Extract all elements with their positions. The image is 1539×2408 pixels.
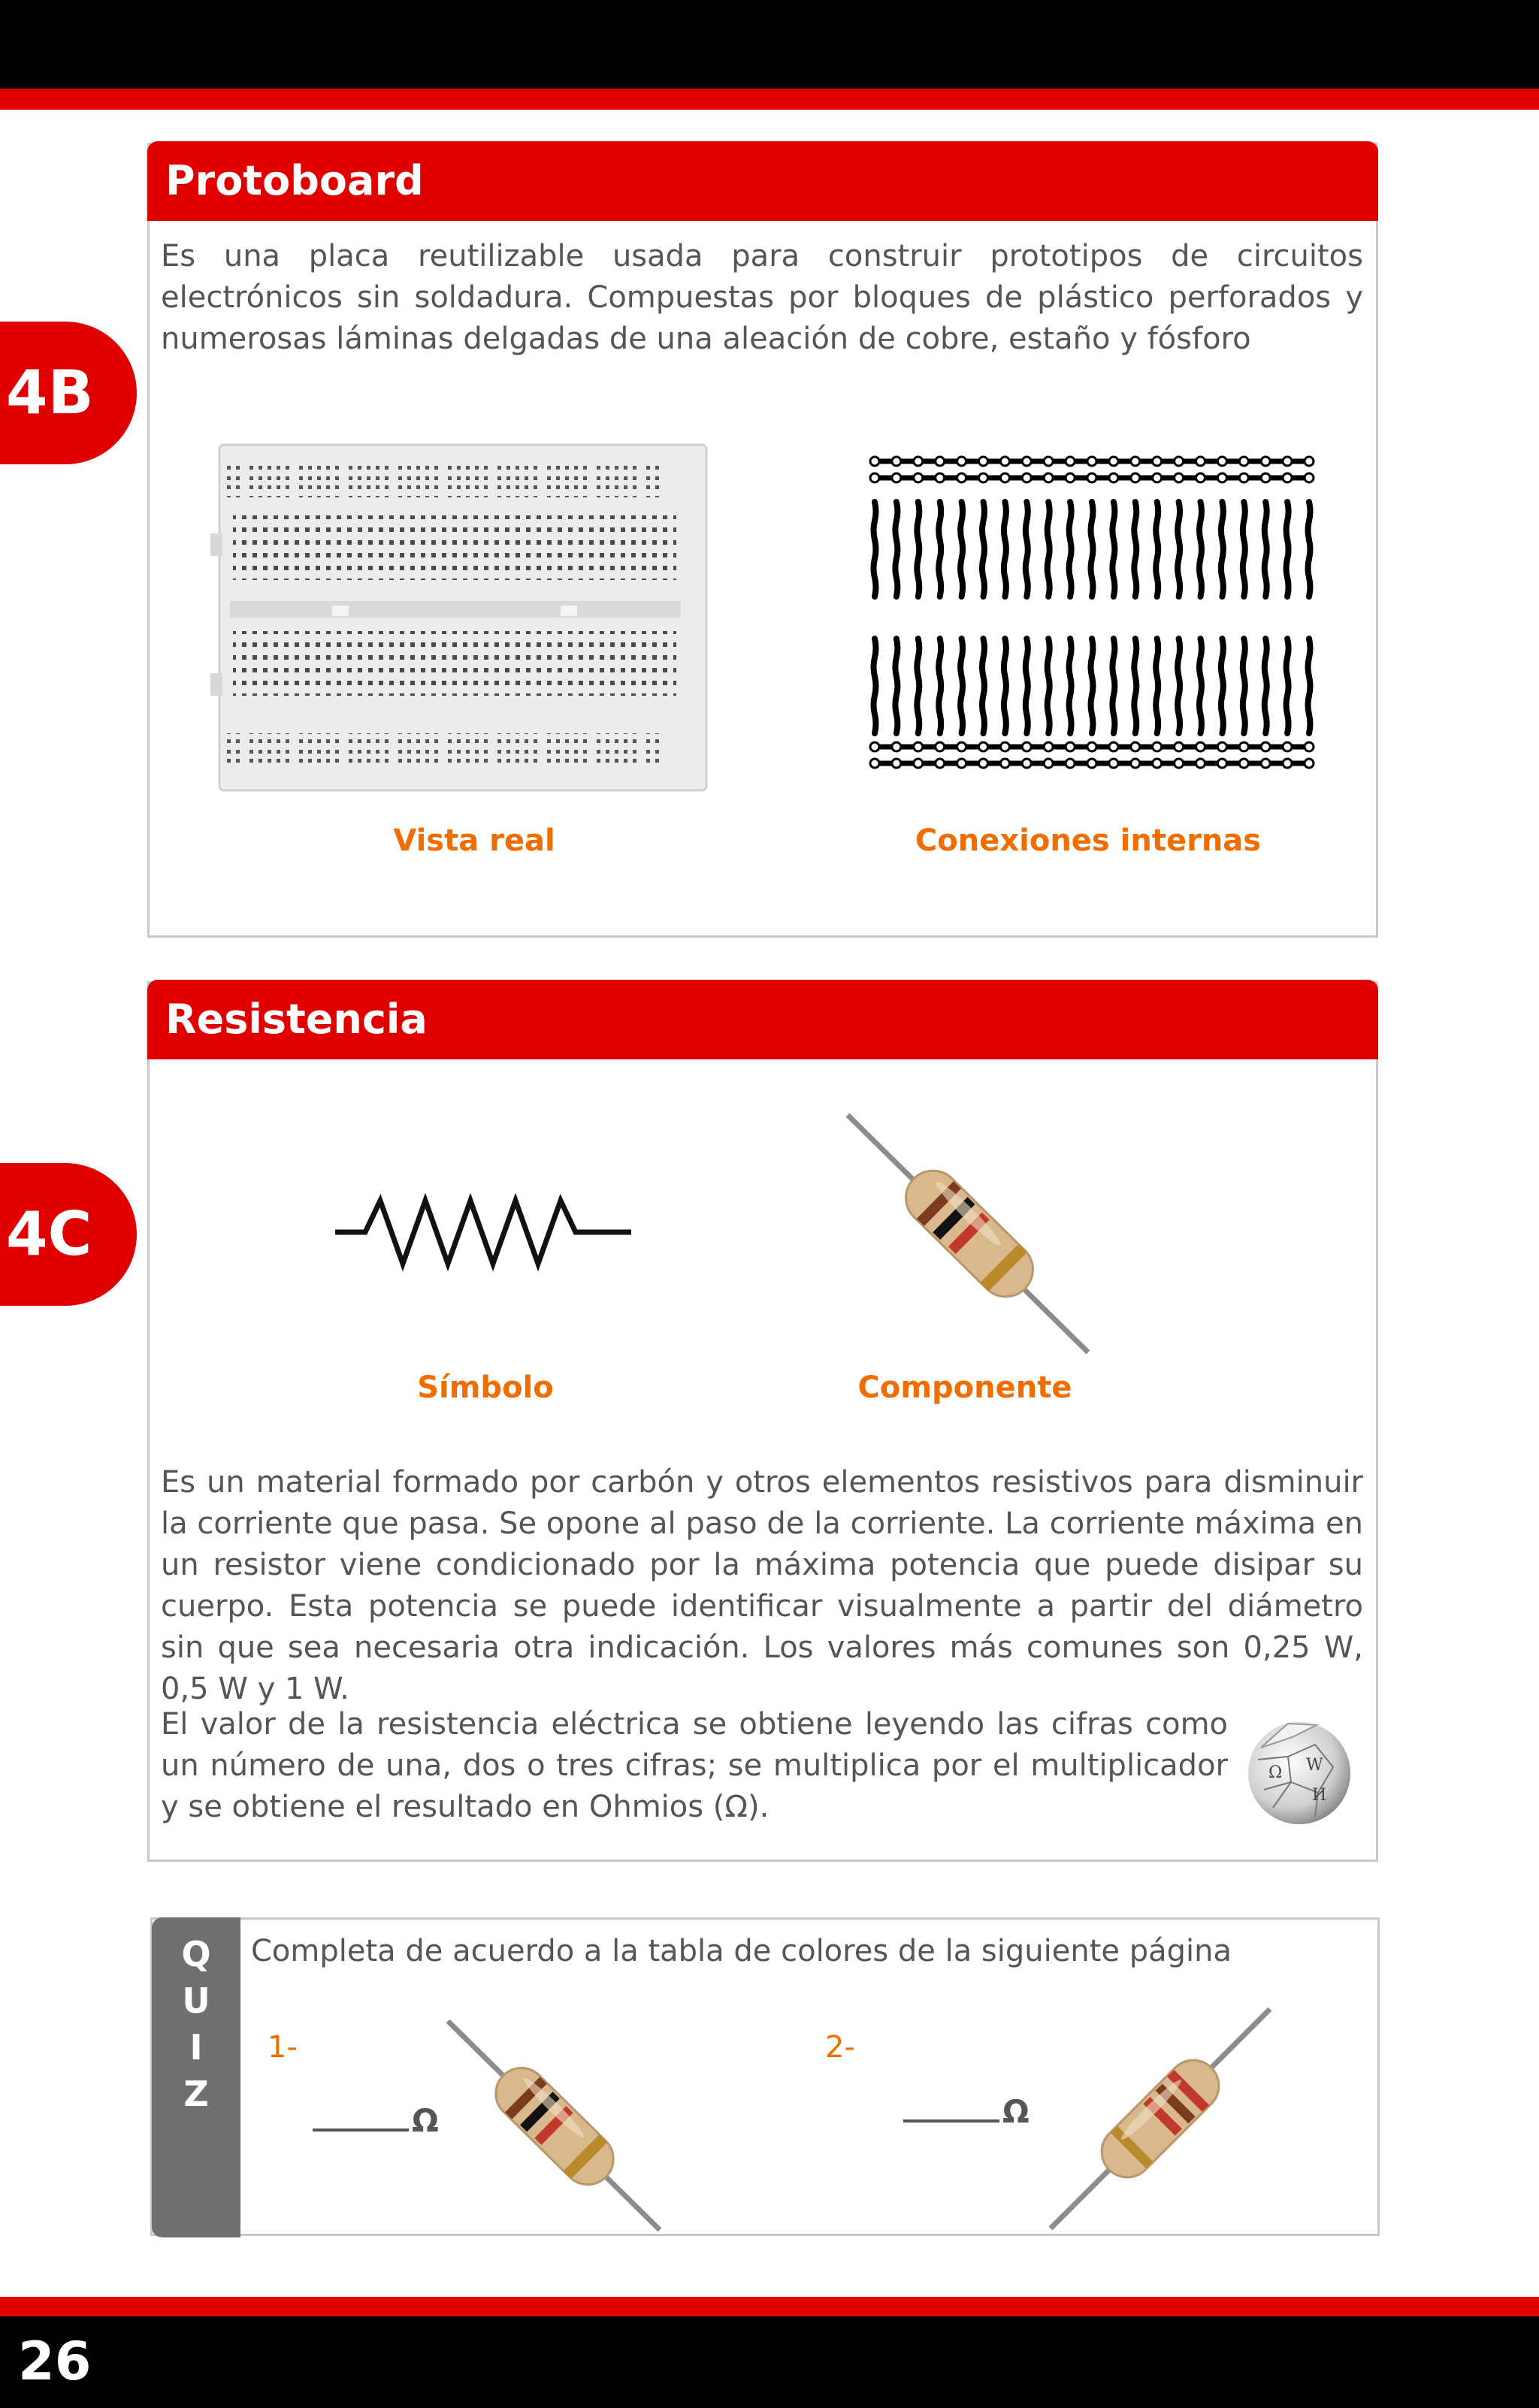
caption-componente: Componente <box>857 1370 1072 1405</box>
header-bar <box>0 0 1539 89</box>
header-accent <box>0 89 1539 110</box>
protoboard-description: Es una placa reutilizable usada para construir prototipos de circuitos electrónicos sin soldadura. Compuestas por bloques de plástico perforados y numerosas láminas delgadas de una aleación de cobre, estaño y fósforo <box>161 239 1363 356</box>
quiz-item-2-number: 2- <box>825 2030 855 2065</box>
footer-bar <box>0 2316 1539 2408</box>
resistor-component-photo <box>840 1109 1096 1358</box>
quiz-letter: U <box>182 1980 210 2021</box>
svg-text:И: И <box>1312 1786 1327 1805</box>
quiz-item-1-number: 1- <box>268 2030 298 2065</box>
quiz-letter: I <box>189 2027 203 2068</box>
section-tab-4c: 4C <box>0 1163 137 1306</box>
page-number: 26 <box>18 2331 92 2392</box>
answer-blank[interactable] <box>903 2097 999 2122</box>
caption-conexiones-internas: Conexiones internas <box>915 823 1262 858</box>
ohm-unit: Ω <box>1002 2093 1030 2130</box>
quiz-letter: Q <box>181 1934 211 1974</box>
quiz-sidebar <box>152 1917 240 2237</box>
resistencia-title: Resistencia <box>147 980 1378 1059</box>
protoboard-title: Protoboard <box>147 141 1378 221</box>
breadboard-connections-diagram <box>869 448 1320 787</box>
caption-simbolo: Símbolo <box>417 1370 554 1405</box>
quiz-letter: Z <box>183 2074 209 2114</box>
breadboard-photo <box>197 434 745 796</box>
footer-accent <box>0 2297 1539 2316</box>
resistor-symbol <box>331 1193 631 1271</box>
section-tab-4b: 4B <box>0 322 137 464</box>
caption-vista-real: Vista real <box>393 823 555 858</box>
quiz-item-2-answer[interactable] <box>903 2093 1030 2130</box>
resistencia-paragraph-2: El valor de la resistencia eléctrica se obtiene leyendo las cifras como un número de una, dos o tres cifras; se multiplica por el multiplicador y se obtiene el resultado en Ohmios (Ω). <box>161 1707 1228 1824</box>
ohm-unit: Ω <box>412 2102 439 2139</box>
quiz-item-1-answer[interactable] <box>313 2102 439 2139</box>
quiz-resistor-1-photo <box>443 2018 664 2233</box>
quiz-resistor-2-photo <box>1048 2006 1274 2231</box>
answer-blank[interactable] <box>313 2106 409 2132</box>
svg-text:Ω: Ω <box>1268 1763 1283 1782</box>
wikipedia-globe-icon <box>1243 1715 1356 1827</box>
resistencia-paragraph-1: Es un material formado por carbón y otros elementos resistivos para disminuir la corriente que pasa. Se opone al paso de la corriente. La corriente máxima en un resistor viene condicionado por la máxima potencia que puede disipar su cuerpo. Esta potencia se puede identificar visualmente a partir del diámetro sin que sea necesaria otra indicación. Los valores más comunes son 0,25 W, 0,5 W y 1 W. <box>161 1465 1363 1706</box>
quiz-instruction: Completa de acuerdo a la tabla de colores de la siguiente página <box>251 1934 1232 1968</box>
svg-text:W: W <box>1306 1756 1323 1775</box>
